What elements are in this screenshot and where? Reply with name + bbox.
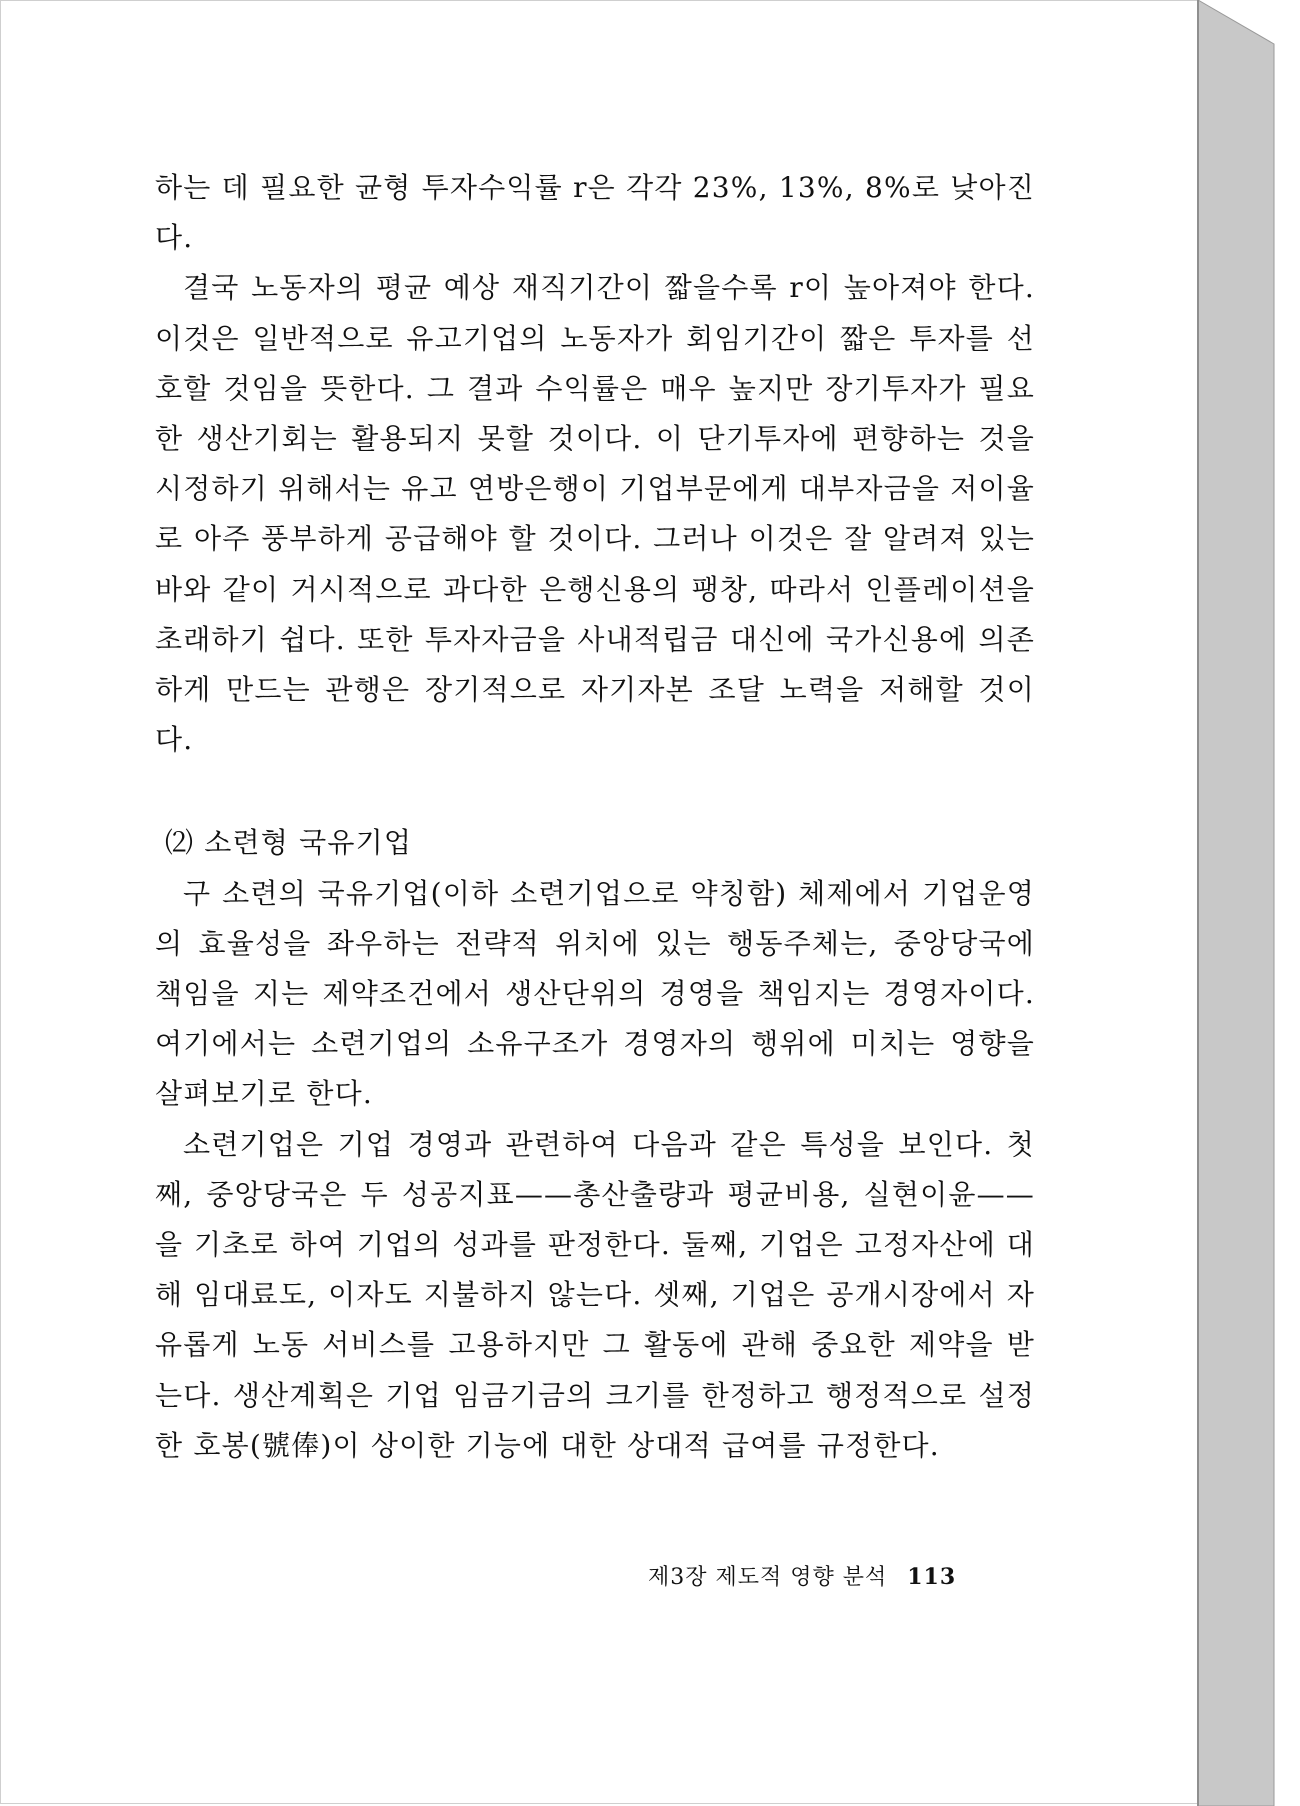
- section-heading: ⑵ 소련형 국유기업: [165, 826, 413, 860]
- page-body: [155, 163, 1035, 1471]
- paragraph-3: 구 소련의 국유기업(이하 소련기업으로 약칭함) 체제에서 기업운영의 효율성을 좌우하는 전략적 위치에 있는 행동주체는, 중앙당국에 책임을 지는 제약조건에서 생산단위의 경영을 책임지는 경영자이다. 여기에서는 소련기업의 소유구조가 경영자의 행위에 미치는 영향을 살펴보기로 한다.: [155, 876, 1035, 1111]
- page-number: 113: [907, 1564, 957, 1590]
- section-gap: [155, 765, 1035, 818]
- paragraph-1: 하는 데 필요한 균형 투자수익률 r은 각각 23%, 13%, 8%로 낮아진다.: [155, 171, 1035, 255]
- paragraph-2: 결국 노동자의 평균 예상 재직기간이 짧을수록 r이 높아져야 한다. 이것은 일반적으로 유고기업의 노동자가 회임기간이 짧은 투자를 선호할 것임을 뜻한다. 그 결과 수익률은 매우 높지만 장기투자가 필요한 생산기회는 활용되지 못할 것이다. 이 단기투자에 편향하는 것을 시정하기 위해서는 유고 연방은행이 기업부문에게 대부자금을 저이율로 아주 풍부하게 공급해야 할 것이다. 그러나 이것은 잘 알려져 있는 바와 같이 거시적으로 과다한 은행신용의 팽창, 따라서 인플레이션을 초래하기 쉽다. 또한 투자자금을 사내적립금 대신에 국가신용에 의존하게 만드는 관행은 장기적으로 자기자본 조달 노력을 저해할 것이다.: [155, 271, 1035, 757]
- page-footer: [648, 1560, 956, 1591]
- chapter-title: 제3장 제도적 영향 분석: [648, 1565, 888, 1590]
- paragraph-4: 소련기업은 기업 경영과 관련하여 다음과 같은 특성을 보인다. 첫째, 중앙당국은 두 성공지표——총산출량과 평균비용, 실현이윤——을 기초로 하여 기업의 성과를 판정한다. 둘째, 기업은 고정자산에 대해 임대료도, 이자도 지불하지 않는다. 셋째, 기업은 공개시장에서 자유롭게 노동 서비스를 고용하지만 그 활동에 관해 중요한 제약을 받는다. 생산계획은 기업 임금기금의 크기를 한정하고 행정적으로 설정한 호봉(號俸)이 상이한 기능에 대한 상대적 급여를 규정한다.: [155, 1127, 1035, 1462]
